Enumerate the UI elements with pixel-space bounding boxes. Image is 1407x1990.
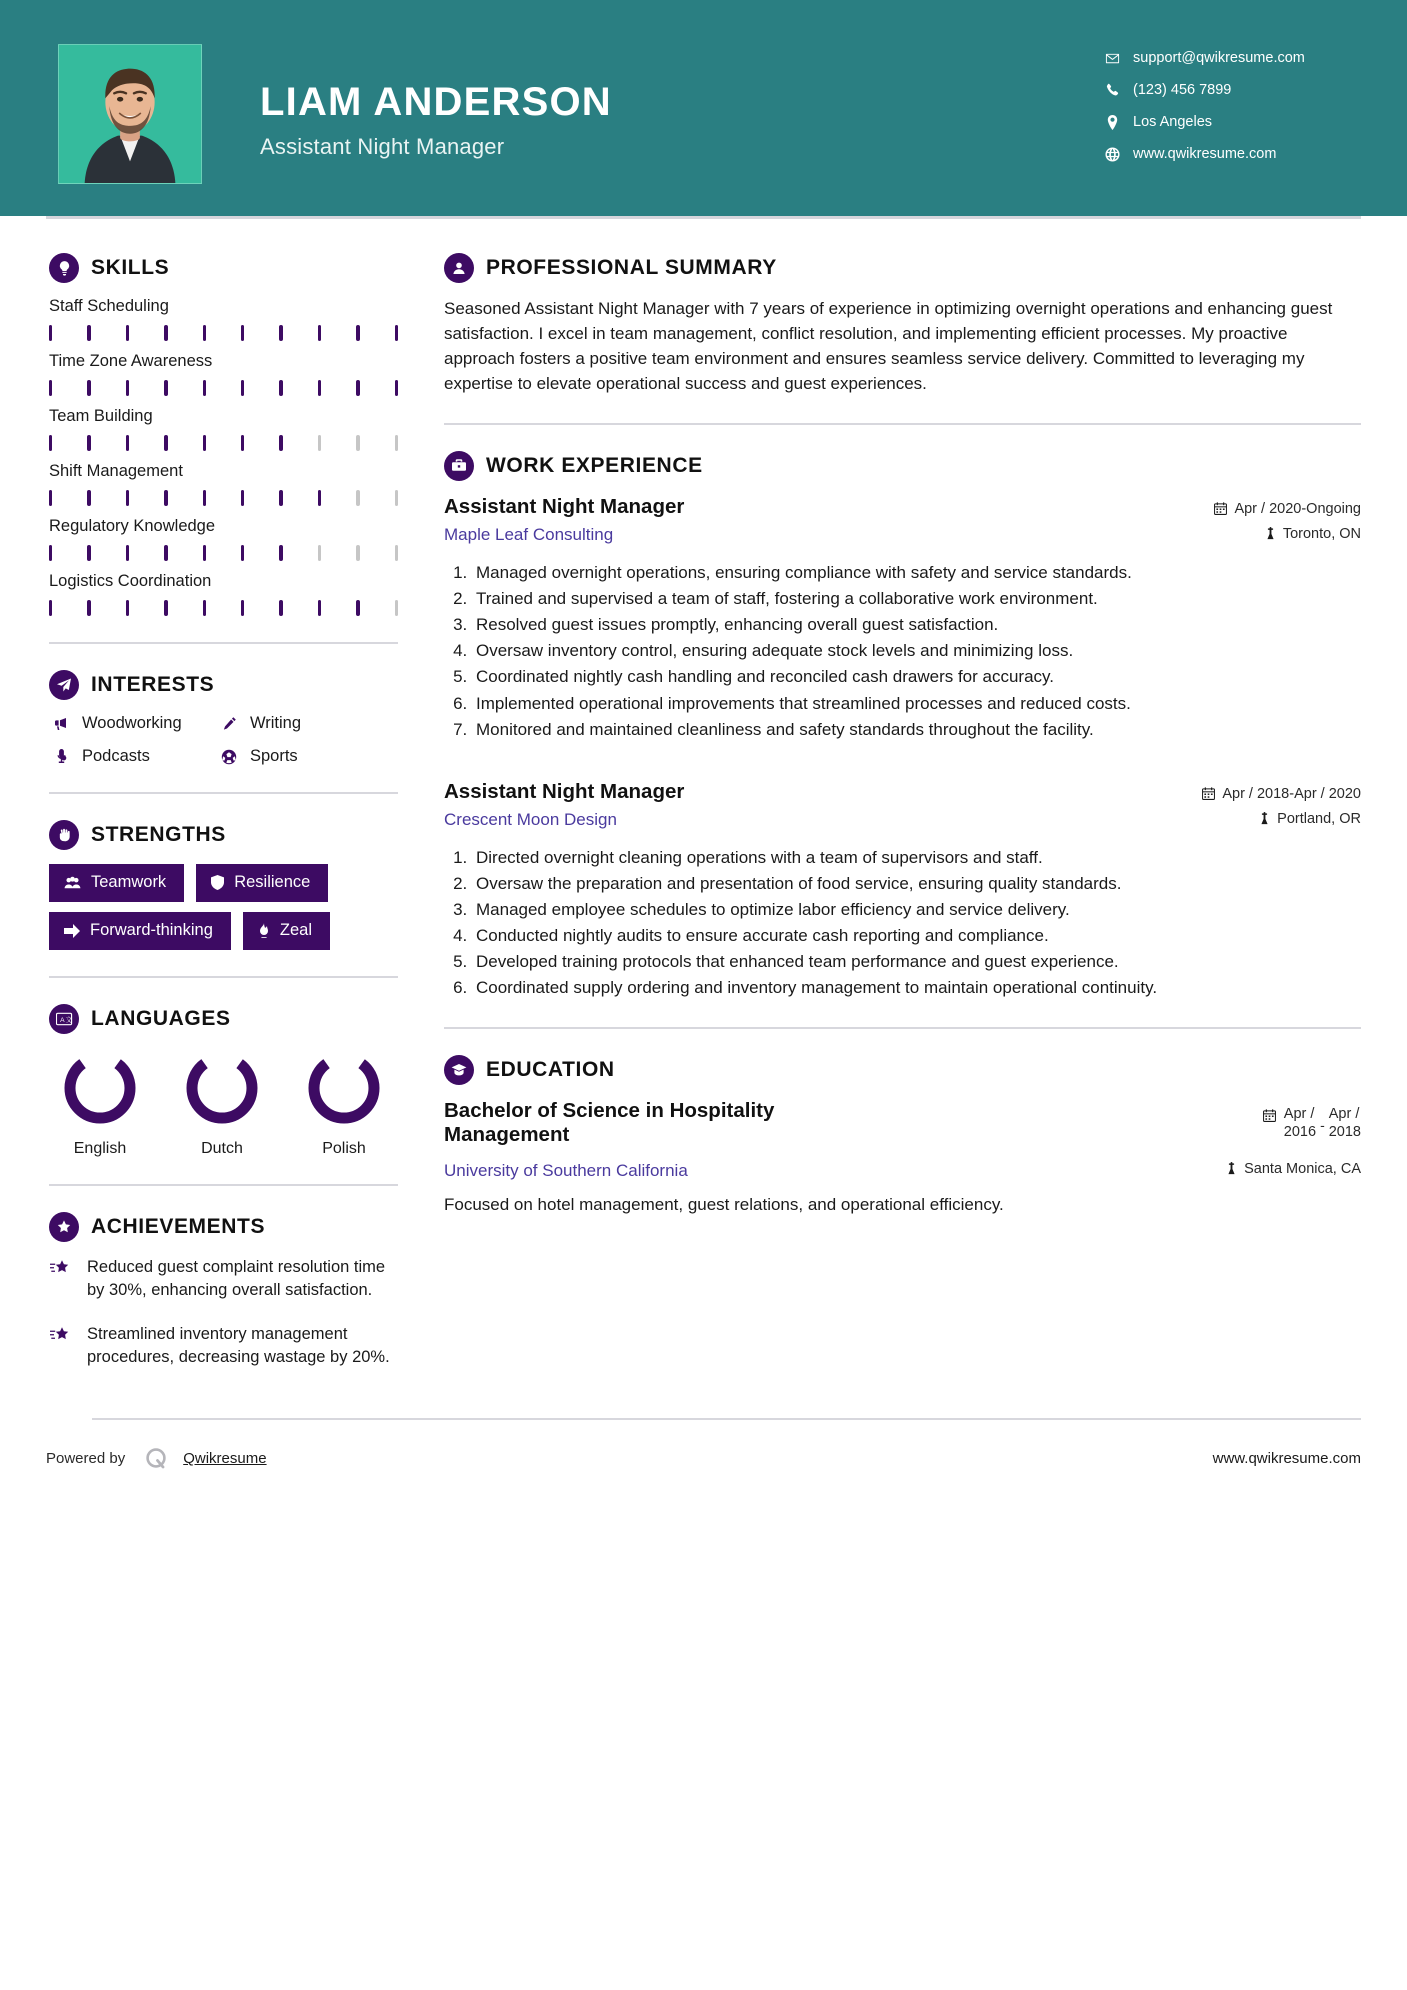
- job-company: Maple Leaf Consulting: [444, 524, 614, 544]
- user-circle-icon: [444, 253, 474, 283]
- contact-list: [1101, 44, 1349, 162]
- education-location-text: Santa Monica, CA: [1244, 1160, 1361, 1177]
- achievement-text: Reduced guest complaint resolution time by 30%, enhancing overall satisfaction.: [87, 1258, 386, 1300]
- section-title-achievements: ACHIEVEMENTS: [91, 1215, 266, 1238]
- skill-item: [49, 572, 398, 616]
- job-bullet: 4. Conducted nightly audits to ensure accurate cash reporting and compliance.: [472, 924, 1361, 948]
- language-donut: [182, 1048, 262, 1128]
- calendar-icon: [1202, 787, 1215, 800]
- interest-label: Writing: [250, 714, 302, 732]
- interest-item: [49, 747, 217, 766]
- interests-list: [49, 714, 398, 766]
- map-pin-icon: [1265, 527, 1276, 540]
- education-location: [1226, 1161, 1361, 1177]
- fist-icon: [49, 820, 79, 850]
- interest-label: Woodworking: [82, 714, 182, 732]
- language-item: [177, 1048, 267, 1158]
- strength-label: Zeal: [279, 921, 312, 939]
- translate-icon: [49, 1004, 79, 1034]
- q-logo-icon: [143, 1446, 169, 1472]
- graduation-icon: [444, 1055, 474, 1085]
- job-bullet: 5. Coordinated nightly cash handling and reconciled cash drawers for accuracy.: [472, 665, 1361, 689]
- skill-label: Team Building: [49, 407, 153, 425]
- education-end-date: [1329, 1105, 1361, 1141]
- divider: [49, 1184, 398, 1186]
- brand-link[interactable]: Qwikresume: [183, 1450, 267, 1468]
- skill-item: [49, 352, 398, 396]
- interest-item: [217, 714, 398, 733]
- contact-phone-text: (123) 456 7899: [1133, 82, 1232, 98]
- section-title-education: EDUCATION: [486, 1057, 615, 1081]
- star-icon: [49, 1323, 77, 1351]
- education-date-separator: -: [1320, 1116, 1325, 1133]
- section-strengths: [49, 820, 398, 950]
- job-bullet: 2. Trained and supervised a team of staff, fostering a collaborative work environment.: [472, 587, 1361, 611]
- job-location: [1181, 811, 1361, 827]
- job-bullet: 3. Managed employee schedules to optimize labor efficiency and service delivery.: [472, 898, 1361, 922]
- skill-rating: [49, 380, 398, 396]
- education-start-month: Apr /: [1283, 1105, 1315, 1122]
- job-location: [1181, 526, 1361, 542]
- interest-label: Sports: [250, 747, 298, 765]
- skill-label: Shift Management: [49, 462, 183, 480]
- skills-list: [49, 297, 398, 616]
- section-title-strengths: STRENGTHS: [91, 823, 226, 846]
- language-label: English: [73, 1140, 127, 1157]
- job-bullet: 1. Directed overnight cleaning operations with a team of supervisors and staff.: [472, 846, 1361, 870]
- svg-text:文: 文: [65, 1016, 72, 1024]
- arrow-right-icon: [64, 924, 80, 938]
- strength-chip-zeal: [243, 912, 330, 950]
- job-bullet: 3. Resolved guest issues promptly, enhancing overall guest satisfaction.: [472, 613, 1361, 637]
- summary-text: Seasoned Assistant Night Manager with 7 years of experience in optimizing overnight operations and enhancing guest satisfaction. I excel in team management, conflict resolution, and implementing efficient processes. My proactive approach fosters a positive team environment and ensures seamless service delivery. Committed to leveraging my expertise to elevate operational success and guest experiences.: [444, 299, 1333, 393]
- education-end-month: Apr /: [1328, 1105, 1360, 1122]
- powered-by-label: Powered by: [46, 1450, 126, 1468]
- microphone-icon: [49, 749, 73, 765]
- job-dates: [1181, 786, 1361, 802]
- work-experience-item: [444, 495, 1361, 742]
- section-title-summary: PROFESSIONAL SUMMARY: [486, 256, 777, 279]
- soccer-ball-icon: [217, 749, 241, 765]
- section-work-experience: [444, 451, 1361, 1001]
- divider: [444, 423, 1361, 425]
- contact-location: [1101, 114, 1349, 130]
- candidate-job-title: Assistant Night Manager: [260, 134, 505, 159]
- contact-email[interactable]: [1101, 50, 1349, 66]
- skill-rating: [49, 600, 398, 616]
- section-title-interests: INTERESTS: [91, 673, 215, 696]
- education-end-year: 2018: [1328, 1123, 1361, 1140]
- powered-by-block: [46, 1446, 267, 1472]
- job-location-text: Toronto, ON: [1282, 525, 1361, 542]
- education-school: University of Southern California: [444, 1160, 688, 1180]
- job-dates-text: Apr / 2018-Apr / 2020: [1222, 785, 1361, 802]
- language-label: Polish: [322, 1140, 366, 1157]
- skill-rating: [49, 435, 398, 451]
- main-content: [398, 219, 1361, 1390]
- job-company: Crescent Moon Design: [444, 809, 617, 829]
- skill-rating: [49, 490, 398, 506]
- education-start-year: 2016: [1283, 1123, 1317, 1140]
- job-bullet: 7. Monitored and maintained cleanliness and safety standards throughout the facility.: [472, 718, 1361, 742]
- skill-label: Regulatory Knowledge: [49, 517, 216, 535]
- users-icon: [64, 876, 81, 890]
- contact-location-text: Los Angeles: [1133, 114, 1213, 130]
- section-title-languages: LANGUAGES: [91, 1007, 231, 1030]
- job-bullet: 4. Oversaw inventory control, ensuring adequate stock levels and minimizing loss.: [472, 639, 1361, 663]
- megaphone-icon: [49, 716, 73, 732]
- star-badge-icon: [49, 1212, 79, 1242]
- interest-item: [49, 714, 217, 733]
- section-languages: [49, 1004, 398, 1158]
- calendar-icon: [1214, 502, 1227, 515]
- divider: [49, 792, 398, 794]
- flame-icon: [258, 923, 270, 938]
- job-location-text: Portland, OR: [1277, 810, 1361, 827]
- map-pin-icon: [1226, 1162, 1237, 1175]
- job-dates: [1181, 501, 1361, 517]
- section-interests: [49, 670, 398, 766]
- job-bullet: 2. Oversaw the preparation and presentation of food service, ensuring quality standards.: [472, 872, 1361, 896]
- section-title-work: WORK EXPERIENCE: [486, 453, 703, 477]
- job-bullet: 5. Developed training protocols that enhanced team performance and guest experience.: [472, 950, 1361, 974]
- interest-item: [217, 747, 398, 766]
- shield-icon: [211, 875, 224, 890]
- section-education: [444, 1055, 1361, 1218]
- strength-label: Resilience: [234, 873, 311, 891]
- section-skills: [49, 253, 398, 616]
- strengths-list: [49, 864, 398, 950]
- job-dates-text: Apr / 2020-Ongoing: [1234, 500, 1361, 517]
- skill-rating: [49, 325, 398, 341]
- skill-label: Time Zone Awareness: [49, 352, 213, 370]
- education-degree: Bachelor of Science in Hospitality Management: [444, 1098, 775, 1146]
- education-description: Focused on hotel management, guest relations, and operational efficiency.: [444, 1194, 1004, 1214]
- strength-chip-resilience: [196, 864, 328, 902]
- contact-website[interactable]: [1101, 146, 1349, 162]
- sidebar: [46, 219, 398, 1390]
- education-dates: [1263, 1099, 1361, 1141]
- language-item: [299, 1048, 389, 1158]
- language-donut: [60, 1048, 140, 1128]
- language-label: Dutch: [201, 1140, 243, 1157]
- skill-label: Staff Scheduling: [49, 297, 169, 315]
- pencil-icon: [217, 716, 241, 731]
- section-professional-summary: [444, 253, 1361, 397]
- job-bullet: 6. Implemented operational improvements that streamlined processes and reduced costs.: [472, 692, 1361, 716]
- job-role: Assistant Night Manager: [444, 494, 685, 518]
- strength-chip-forward-thinking: [49, 912, 231, 950]
- job-bullet: 6. Coordinated supply ordering and inventory management to maintain operational continuity.: [472, 976, 1361, 1000]
- job-bullet: 1. Managed overnight operations, ensuring compliance with safety and service standards.: [472, 561, 1361, 585]
- paper-plane-icon: [49, 670, 79, 700]
- skill-item: [49, 407, 398, 451]
- map-pin-icon: [1259, 812, 1270, 825]
- name-block: [260, 44, 612, 160]
- contact-email-text: support@qwikresume.com: [1133, 50, 1305, 66]
- strength-label: Teamwork: [91, 873, 167, 891]
- section-achievements: [49, 1212, 398, 1370]
- profile-photo: [58, 44, 202, 184]
- candidate-name: LIAM ANDERSON: [260, 80, 612, 124]
- contact-phone[interactable]: [1101, 82, 1349, 98]
- phone-icon: [1101, 83, 1123, 98]
- calendar-icon: [1263, 1105, 1276, 1126]
- footer-website-url[interactable]: www.qwikresume.com: [1212, 1450, 1361, 1468]
- interest-label: Podcasts: [82, 747, 150, 765]
- lightbulb-icon: [49, 253, 79, 283]
- briefcase-icon: [444, 451, 474, 481]
- globe-icon: [1101, 147, 1123, 162]
- languages-list: [49, 1048, 398, 1158]
- language-donut: [304, 1048, 384, 1128]
- skill-item: [49, 462, 398, 506]
- footer: [0, 1420, 1407, 1472]
- contact-website-text: www.qwikresume.com: [1133, 146, 1277, 162]
- skill-item: [49, 517, 398, 561]
- skill-item: [49, 297, 398, 341]
- achievement-item: [49, 1323, 398, 1370]
- svg-text:A: A: [59, 1016, 65, 1024]
- section-title-skills: SKILLS: [91, 256, 170, 279]
- resume-header: [0, 0, 1407, 216]
- star-icon: [49, 1256, 77, 1284]
- achievement-item: [49, 1256, 398, 1303]
- divider: [444, 1027, 1361, 1029]
- language-item: [55, 1048, 145, 1158]
- education-start-date: [1284, 1105, 1316, 1141]
- strength-chip-teamwork: [49, 864, 184, 902]
- work-experience-item: [444, 780, 1361, 1001]
- location-pin-icon: [1101, 115, 1123, 130]
- job-bullets: [444, 561, 1361, 742]
- job-role: Assistant Night Manager: [444, 779, 685, 803]
- skill-rating: [49, 545, 398, 561]
- skill-label: Logistics Coordination: [49, 572, 212, 590]
- envelope-icon: [1101, 51, 1123, 66]
- strength-label: Forward-thinking: [90, 921, 213, 939]
- divider: [49, 976, 398, 978]
- achievement-text: Streamlined inventory management procedures, decreasing wastage by 20%.: [87, 1324, 390, 1367]
- divider: [49, 642, 398, 644]
- job-bullets: [444, 846, 1361, 1001]
